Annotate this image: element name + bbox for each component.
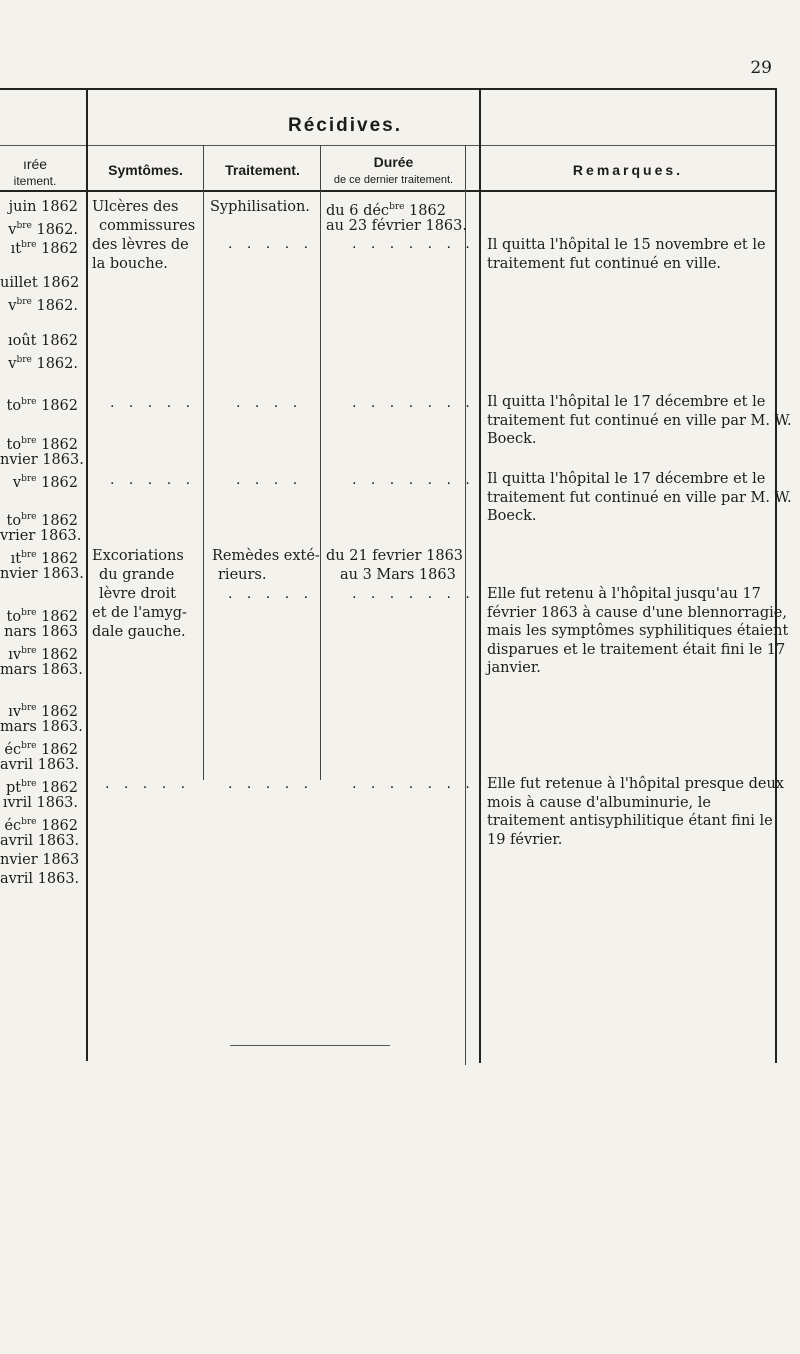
duration-line: du 6 déc$^{bre}$ 1862 [326,202,446,219]
duration-line: au 23 février 1863. [326,218,467,234]
date-cell: juin 1862 [8,199,78,215]
dots: . . . . . [110,472,196,488]
dots: . . . . . [110,395,196,411]
date-cell: $ıt^{bre}$ 1862 [10,240,78,257]
date-cell: avril 1863. [0,871,80,887]
duration-line: du 21 fevrier 1863 [326,548,464,564]
date-cell: nars 1863 [4,624,78,640]
dots: . . . . [236,395,303,411]
col-rule-5 [479,88,481,1063]
date-cell: $v^{bre}$ 1862. [8,221,78,238]
dots: . . . . . . . [352,776,475,792]
date-cell: mars 1863. [0,719,83,735]
dots: . . . . . [228,586,314,602]
col-rule-3 [320,145,321,780]
header-duree-sub: de ce dernier traitement. [333,174,454,186]
symptom-line: dale gauche. [92,624,186,640]
treatment-line: Remèdes exté- [212,548,320,564]
symptom-line: du grande [99,567,175,583]
date-cell: $éc^{bre}$ 1862 [4,741,78,758]
remark: Il quitta l'hôpital le 17 décembre et le traitement fut continué en ville par M. W. Boeck. [487,471,792,525]
symptom-line: commissures [99,218,196,234]
remark: Elle fut retenue à l'hôpital presque deux mois à cause d'albuminurie, le traitement antisyphilitique étant fini le 19 février. [487,776,784,848]
top-rule [0,88,775,90]
treatment-cell: Syphilisation. [210,199,310,215]
header-remarques: Remarques. [572,162,684,178]
date-cell: $to^{bre}$ 1862 [6,436,78,453]
title-rule [0,145,775,146]
treatment-line: rieurs. [218,567,267,583]
date-cell: avril 1863. [0,833,80,849]
date-cell: $v^{bre}$ 1862. [8,297,78,314]
dots: . . . . . [228,236,314,252]
page-number: 29 [750,58,772,78]
dots: . . . . . . . [352,395,475,411]
symptom-line: des lèvres de [92,237,189,253]
symptom-line: Ulcères des [92,199,179,215]
header-bottom-rule [0,190,775,192]
date-cell: $pt^{bre}$ 1862 [5,779,78,796]
remark: Il quitta l'hôpital le 15 novembre et le traitement fut continué en ville. [487,237,766,272]
symptom-line: la bouche. [92,256,168,272]
date-cell: ıoût 1862 [7,333,78,349]
date-cell: $éc^{bre}$ 1862 [4,817,78,834]
date-cell: mars 1863. [0,662,83,678]
date-cell: $ıv^{bre}$ 1862 [8,646,78,663]
duration-line: au 3 Mars 1863 [340,567,456,583]
header-traitement: Traitement. [225,162,300,178]
date-cell: vrier 1863. [0,528,82,544]
dots: . . . . . [228,776,314,792]
date-cell: nvier 1863. [0,566,84,582]
col-rule-2 [203,145,204,780]
dots: . . . . . . . [352,472,475,488]
header-symptomes: Symtômes. [108,162,183,178]
symptom-line: et de l'amyg- [92,605,187,621]
symptom-line: lèvre droit [99,586,176,602]
date-cell: nvier 1863. [0,452,84,468]
date-cell: $to^{bre}$ 1862 [6,397,78,414]
date-cell: $v^{bre}$ 1862. [8,355,78,372]
remark: Il quitta l'hôpital le 17 décembre et le traitement fut continué en ville par M. W. Boeck. [487,394,792,448]
col-rule-6 [775,88,777,1063]
col-rule-1 [86,88,88,1061]
date-cell: $ıt^{bre}$ 1862 [10,550,78,567]
date-cell: ıvril 1863. [2,795,78,811]
dots: . . . . [236,472,303,488]
bottom-rule [230,1045,390,1046]
dots: . . . . . [105,776,191,792]
date-cell: $to^{bre}$ 1862 [6,512,78,529]
date-cell: avril 1863. [0,757,80,773]
date-cell: uillet 1862 [0,275,80,291]
symptom-line: Excoriations [92,548,184,564]
date-cell: $v^{bre}$ 1862 [12,474,78,491]
remark: Elle fut retenu à l'hôpital jusqu'au 17 février 1863 à cause d'une blennorragie, mais les symptômes syphilitiques étaient disparues et le traitement était fini le 17 janvier. [487,586,789,677]
col-rule-4 [465,145,466,1065]
header-duree-partial-2: itement. [13,174,57,188]
header-duree-partial-1: ırée [22,156,48,172]
header-duree: Durée [373,154,414,170]
date-cell: $to^{bre}$ 1862 [6,608,78,625]
dots: . . . . . . . [352,586,475,602]
table-title: Récidives. [288,115,402,136]
date-cell: nvier 1863 [0,852,80,868]
date-cell: $ıv^{bre}$ 1862 [8,703,78,720]
dots: . . . . . . . [352,236,475,252]
